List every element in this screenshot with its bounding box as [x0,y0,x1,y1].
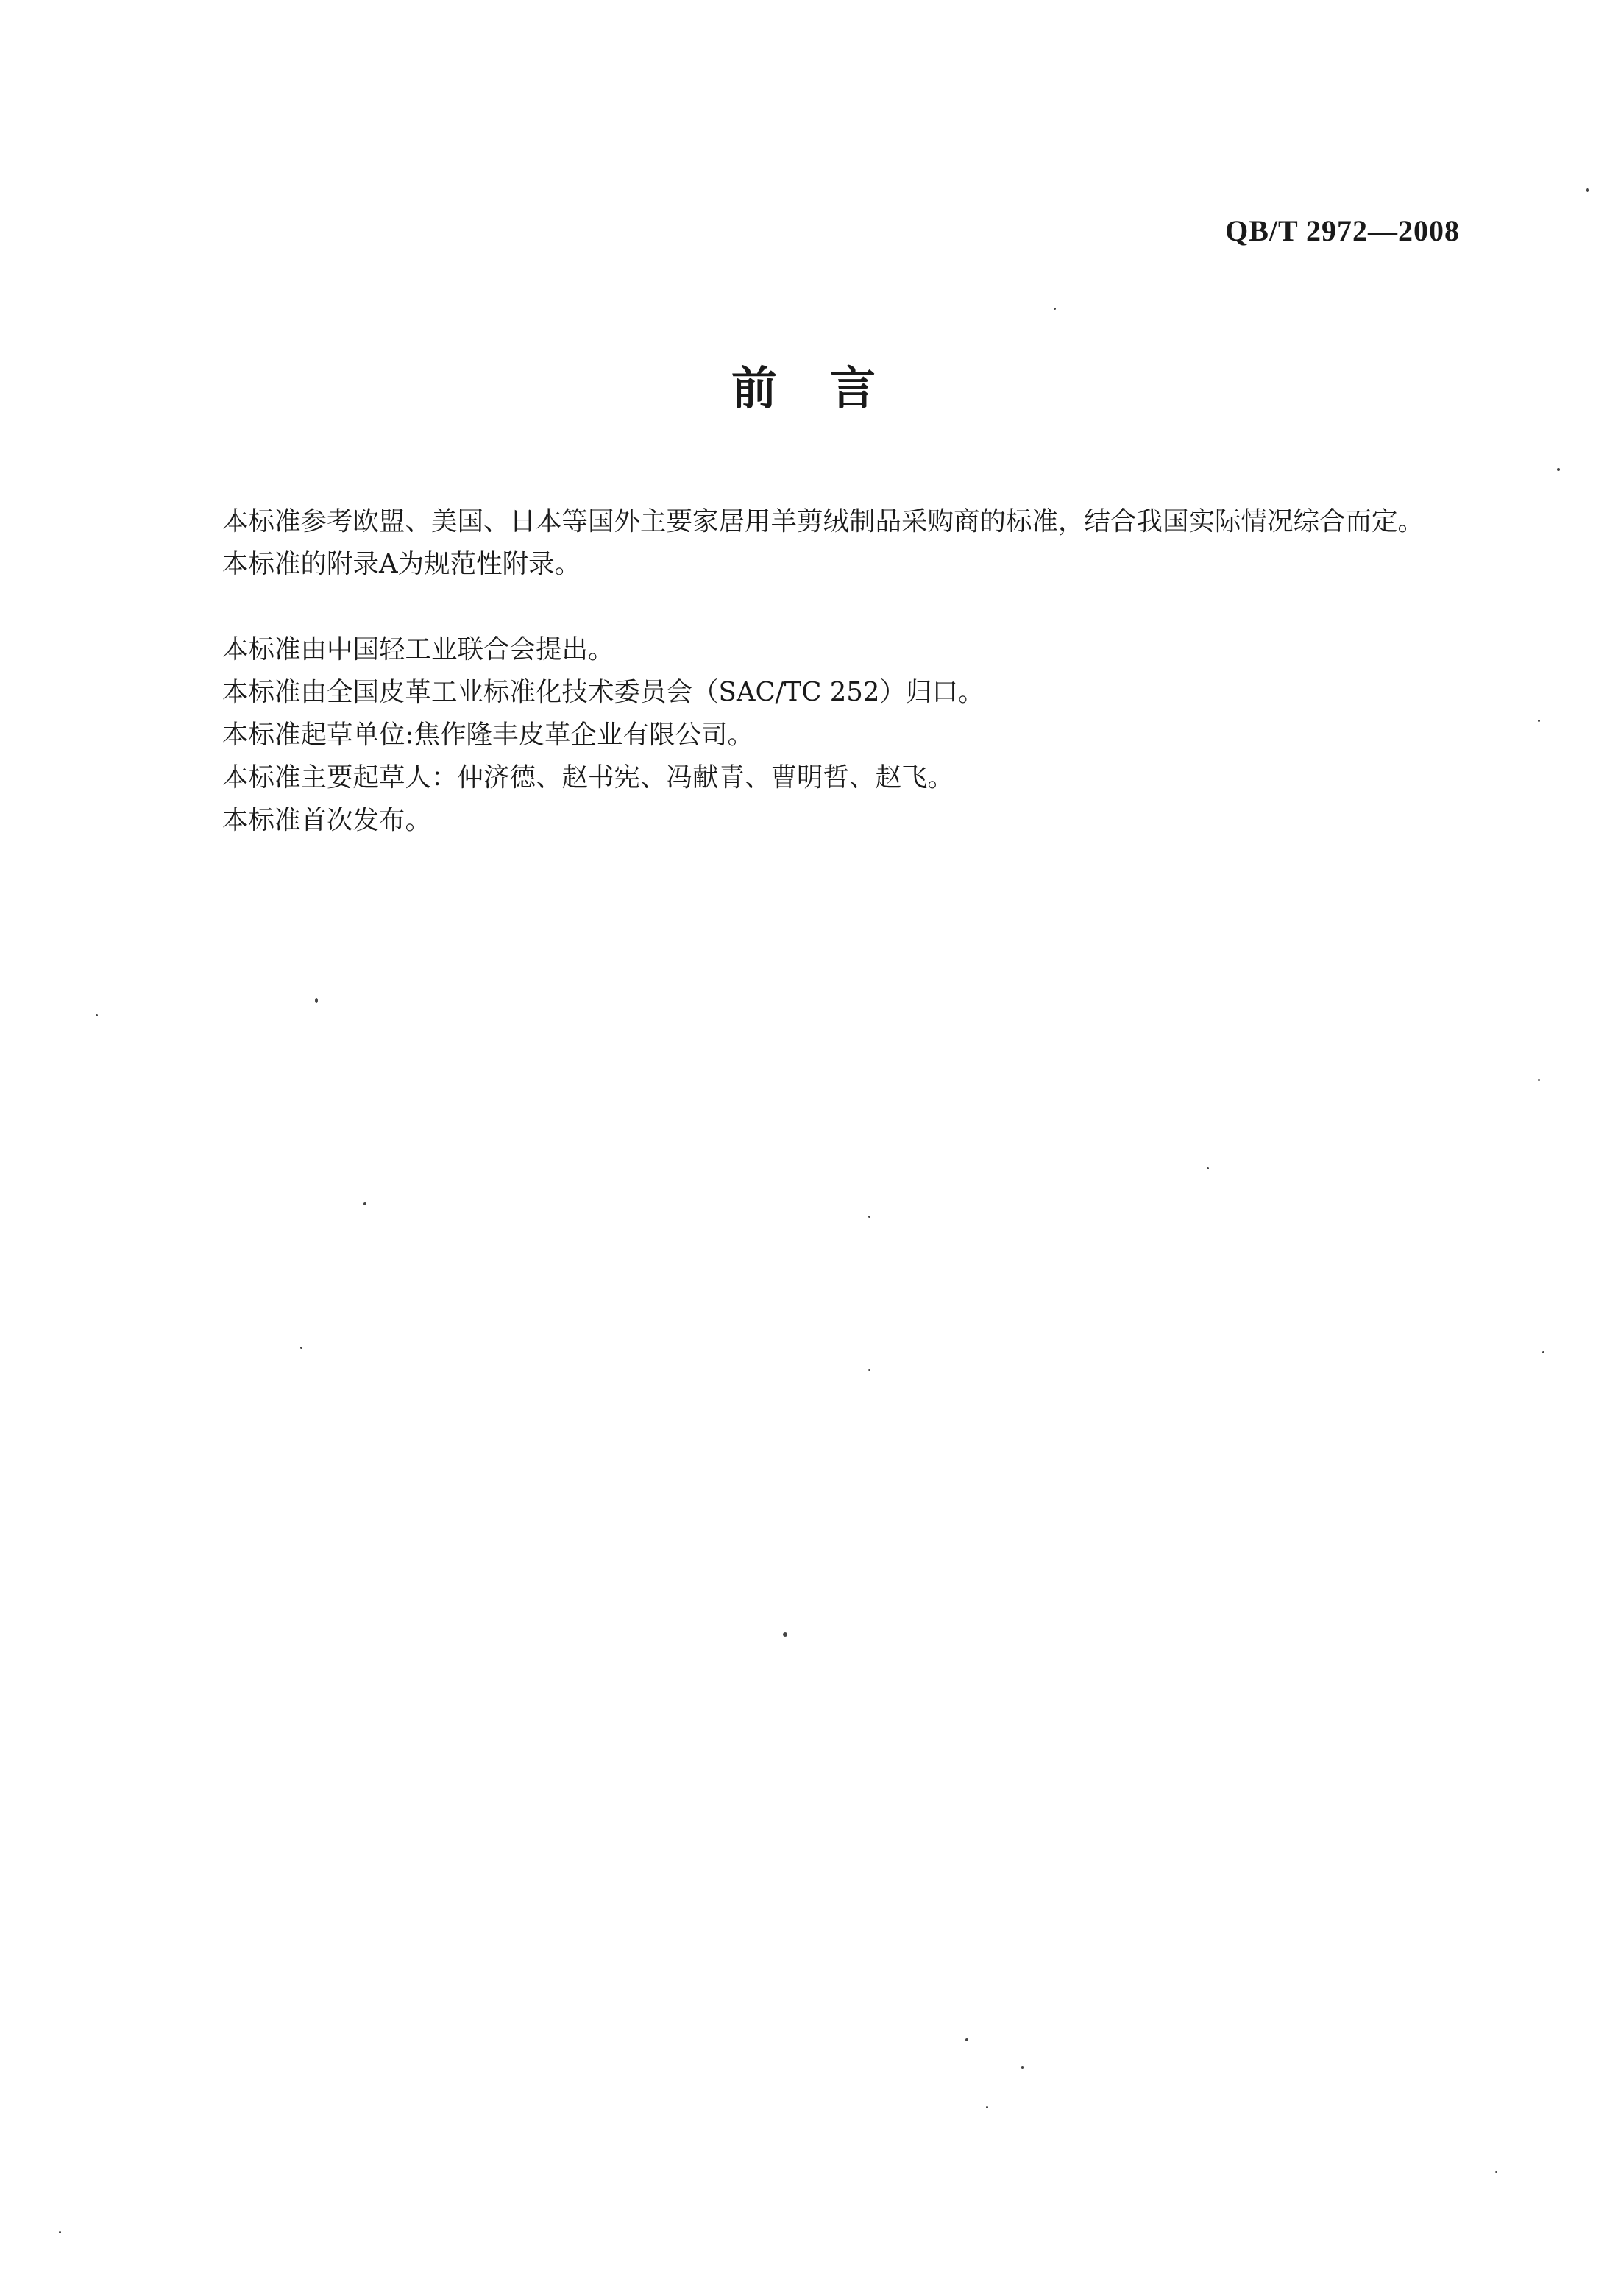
paragraph-drafters: 本标准主要起草人：仲济德、赵书宪、冯献青、曹明哲、赵飞。 [222,762,954,793]
paragraph-administrator: 本标准由全国皮革工业标准化技术委员会（SAC/TC 252）归口。 [222,677,985,707]
scan-speck [1207,1167,1209,1169]
scan-speck [315,998,318,1003]
scan-speck [363,1202,366,1205]
paragraph-appendix: 本标准的附录A为规范性附录。 [222,549,581,579]
scan-speck [986,2106,988,2108]
scan-speck [868,1369,870,1371]
scan-speck [1021,2066,1024,2069]
foreword-body [168,500,1463,842]
paragraph-proposer: 本标准由中国轻工业联合会提出。 [222,634,614,665]
scan-speck [1538,1079,1540,1081]
scan-speck [300,1347,302,1349]
standard-code: QB/T 2972—2008 [1225,214,1460,247]
scan-speck [1557,468,1560,471]
page-title: 前言 [731,361,929,415]
scan-speck [1586,188,1589,192]
scan-speck [868,1216,870,1218]
scan-speck [96,1014,98,1016]
scan-speck [1538,720,1540,722]
scan-speck [1054,308,1056,310]
scan-speck [1542,1351,1544,1353]
scan-speck [965,2038,968,2041]
scan-speck [1495,2171,1497,2173]
paragraph-first-release: 本标准首次发布。 [222,805,432,835]
paragraph-drafting-unit: 本标准起草单位:焦作隆丰皮革企业有限公司。 [222,720,753,750]
scan-speck [783,1632,787,1637]
scan-speck [59,2231,61,2233]
paragraph-reference: 本标准参考欧盟、美国、日本等国外主要家居用羊剪绒制品采购商的标准，结合我国实际情况综合而定。 [222,506,1425,536]
paragraph-gap [168,586,1463,628]
